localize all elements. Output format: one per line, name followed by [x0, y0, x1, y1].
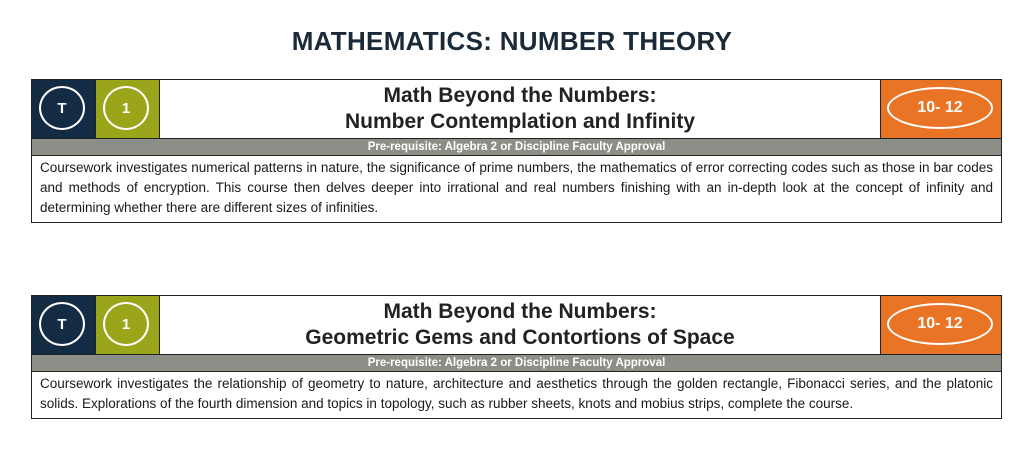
page-title: MATHEMATICS: NUMBER THEORY [291, 26, 733, 56]
course-type-badge [32, 80, 96, 138]
course-level-badge [96, 80, 160, 138]
prerequisite-bar: Pre-requisite: Algebra 2 or Discipline Faculty Approval [32, 355, 1001, 372]
course-header [32, 80, 1001, 139]
course-description: Coursework investigates the relationship of geometry to nature, architecture and aesthetics through the golden rectangle, Fibonacci series, and the platonic solids. Explorations of the fourth dimension and topics in topology, such as rubber sheets, knots and mobius strips, complete the course. [40, 376, 993, 411]
course-level-label: 1 [103, 86, 149, 130]
course-level-badge [96, 296, 160, 354]
prerequisite-bar: Pre-requisite: Algebra 2 or Discipline Faculty Approval [32, 139, 1001, 156]
course-title [160, 80, 880, 138]
course-type-label: T [39, 86, 85, 130]
course-title-line1: Math Beyond the Numbers: [383, 300, 657, 323]
course-description: Coursework investigates numerical patterns in nature, the significance of prime numbers, the mathematics of error correcting codes such as those in bar codes and methods of encryption. This course then delves deeper into irrational and real numbers finishing with an in-depth look at the concept of infinity and determining whether there are different sizes of infinities. [40, 160, 993, 215]
course-card [31, 79, 1002, 223]
grade-range-badge [880, 80, 1001, 138]
course-title-line2: Geometric Gems and Contortions of Space [305, 326, 735, 349]
course-header [32, 296, 1001, 355]
course-type-label: T [39, 302, 85, 346]
course-type-badge [32, 296, 96, 354]
course-card [31, 295, 1002, 419]
course-title-line1: Math Beyond the Numbers: [383, 84, 657, 107]
course-level-label: 1 [103, 302, 149, 346]
grade-range-label: 10- 12 [887, 303, 993, 345]
course-title-line2: Number Contemplation and Infinity [345, 110, 695, 133]
grade-range-label: 10- 12 [887, 87, 993, 129]
grade-range-badge [880, 296, 1001, 354]
course-title [160, 296, 880, 354]
